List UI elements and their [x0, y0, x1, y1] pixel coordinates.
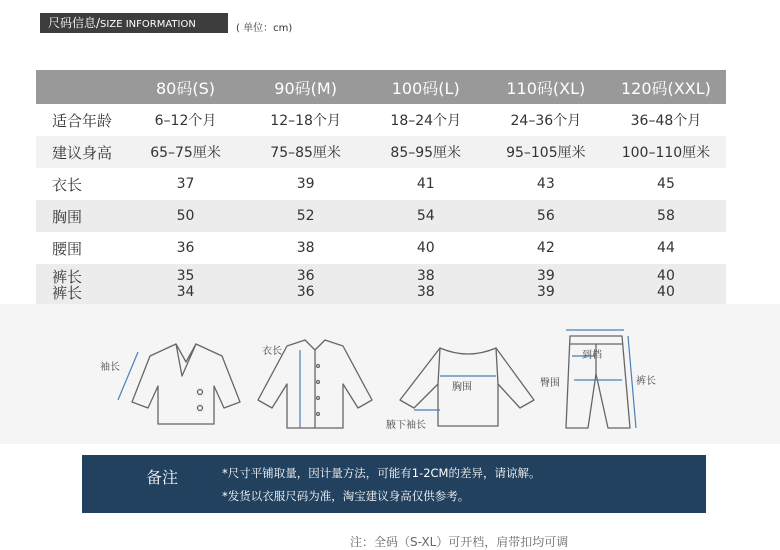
header-title-cn: 尺码信息/: [48, 16, 101, 30]
table-cell: 35: [176, 268, 195, 284]
table-cell: 34: [176, 284, 195, 300]
table-cell: 6–12个月: [154, 113, 217, 129]
row-label: 衣长: [52, 175, 83, 194]
table-cell: 40: [657, 268, 675, 284]
size-info-header: [40, 13, 228, 33]
notes-box: [82, 455, 706, 513]
table-cell: 56: [536, 208, 555, 224]
diagram-label-underarm-sleeve: 腋下袖长: [386, 420, 426, 431]
table-cell: 44: [657, 240, 675, 256]
table-cell: 43: [536, 176, 555, 192]
table-cell: 100–110厘米: [621, 145, 711, 161]
row-label: 裤长: [52, 267, 83, 286]
table-row: [36, 136, 726, 168]
column-header: 120码(XXL): [621, 78, 711, 98]
table-cell: 39: [536, 284, 555, 300]
table-cell: 42: [536, 240, 555, 256]
overlap-layer-bottom: [36, 283, 726, 301]
unit-label: ( 单位：cm): [236, 23, 293, 34]
table-row: [36, 168, 726, 200]
diagram-label-length: 衣长: [262, 346, 282, 357]
notes-title: 备注: [146, 468, 179, 487]
table-cell: 36: [176, 240, 195, 256]
row-label: 裤长: [52, 283, 83, 302]
table-cell: 54: [416, 208, 435, 224]
table-cell: 95–105厘米: [506, 145, 586, 161]
table-cell: 39: [536, 268, 555, 284]
column-header: 90码(M): [274, 78, 337, 98]
table-cell: 38: [296, 240, 315, 256]
table-cell: 18–24个月: [390, 113, 462, 129]
table-cell: 37: [176, 176, 195, 192]
table-cell: 39: [296, 176, 315, 192]
table-cell: 85–95厘米: [390, 145, 462, 161]
table-cell: 52: [296, 208, 315, 224]
table-cell: 36: [296, 284, 315, 300]
column-header: 110码(XL): [506, 78, 586, 98]
table-row: [36, 232, 726, 264]
row-label: 胸围: [52, 207, 83, 226]
diagram-label-sleeve: 袖长: [100, 362, 120, 373]
table-cell: 36–48个月: [630, 113, 702, 129]
table-cell: 36: [296, 268, 315, 284]
measurement-illustrations: [0, 304, 780, 444]
column-header: 100码(L): [391, 78, 460, 98]
table-cell: 75–85厘米: [270, 145, 341, 161]
diagram-label-pants-length: 裤长: [636, 376, 656, 387]
header-title-en: SIZE INFORMATION: [100, 19, 196, 30]
table-cell: 38: [416, 268, 435, 284]
table-header-row: [36, 70, 726, 104]
size-table: [36, 70, 726, 304]
table-cell: 24–36个月: [510, 113, 582, 129]
notes-line-2: *发货以衣服尺码为准，淘宝建议身高仅供参考。: [222, 489, 470, 503]
row-label: 建议身高: [52, 143, 113, 162]
table-cell: 12–18个月: [270, 113, 341, 129]
column-header: 80码(S): [156, 78, 216, 98]
diagram-label-chest: 胸围: [452, 382, 472, 393]
table-cell: 40: [416, 240, 435, 256]
table-row: [36, 200, 726, 232]
table-cell: 41: [416, 176, 435, 192]
table-cell: 50: [176, 208, 195, 224]
table-cell: 40: [657, 284, 675, 300]
row-label: 适合年龄: [52, 111, 113, 130]
diagram-label-crotch: 到档: [582, 350, 602, 361]
table-row: [36, 104, 726, 136]
table-cell: 38: [416, 284, 435, 300]
table-cell: 58: [657, 208, 675, 224]
table-cell: 65–75厘米: [150, 145, 221, 161]
row-label: 腰围: [52, 239, 83, 258]
measurement-diagram: [0, 304, 780, 444]
jacket-illustration: [132, 344, 240, 424]
table-cell: 45: [657, 176, 675, 192]
footer-cut-text: 注：全码（S-XL）可开档，肩带扣均可调: [350, 535, 569, 549]
table-row-pants-length: [36, 264, 726, 304]
notes-line-1: *尺寸平铺取量，因计量方法，可能有1-2CM的差异，请谅解。: [222, 466, 541, 480]
diagram-label-hip: 臀围: [540, 378, 560, 389]
